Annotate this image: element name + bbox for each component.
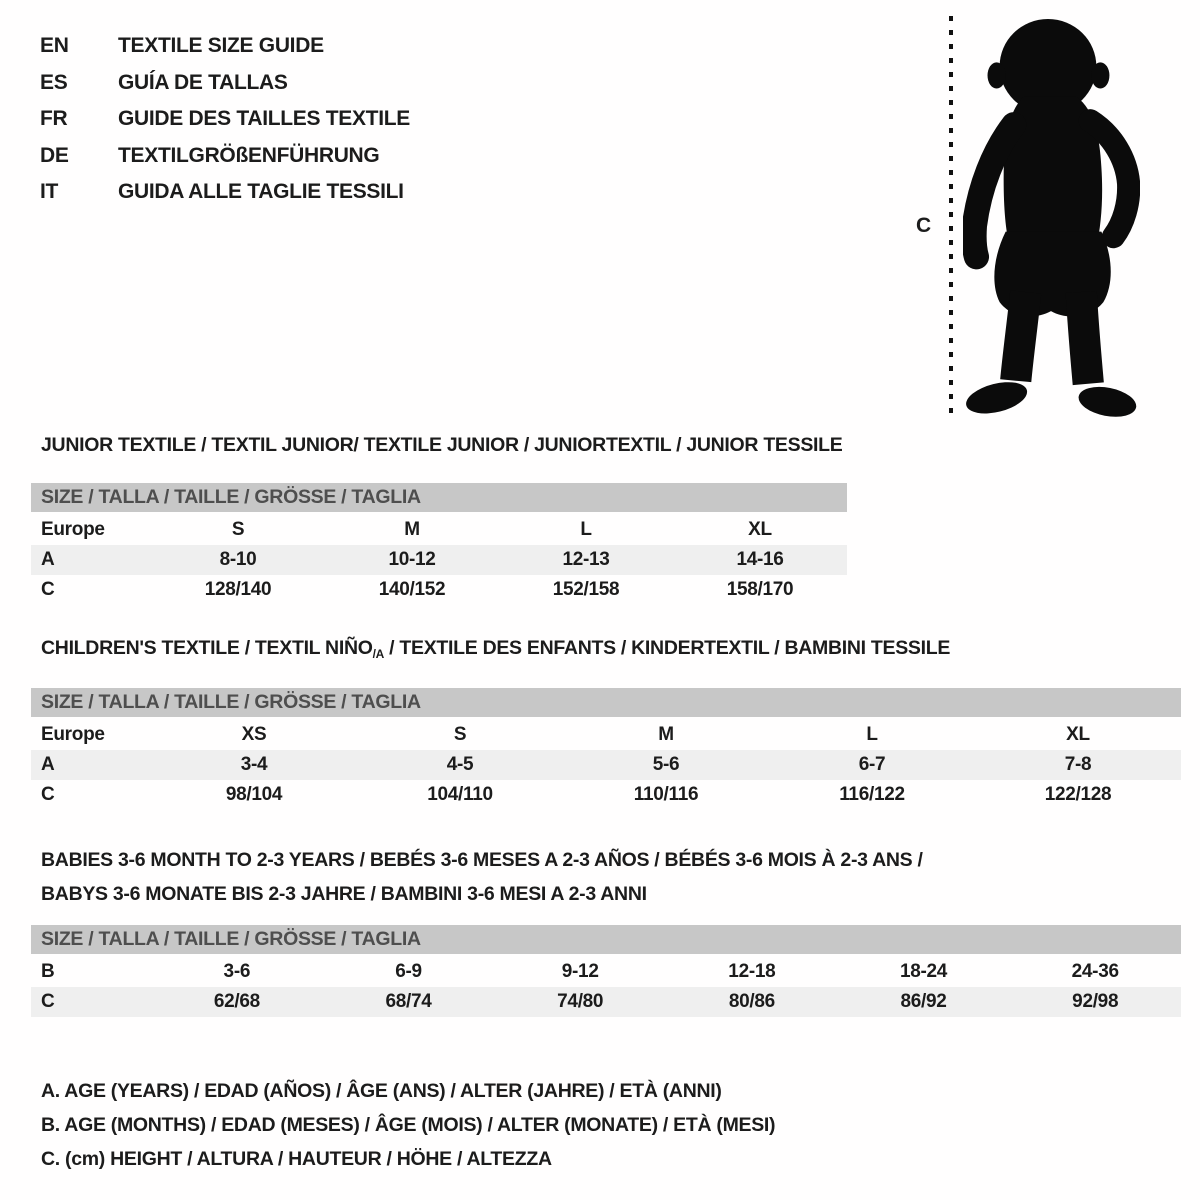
guide-title: GUÍA DE TALLAS xyxy=(118,70,288,94)
size-header-bar xyxy=(31,483,847,512)
height-cell: 140/152 xyxy=(378,579,446,600)
age-cell: 6-7 xyxy=(858,754,886,775)
section-title-rest: / TEXTILE DES ENFANTS / KINDERTEXTIL / BAMBINI TESSILE xyxy=(384,637,951,659)
height-cell: 80/86 xyxy=(728,991,775,1012)
age-cell: 18-24 xyxy=(899,961,948,982)
row-label: C xyxy=(41,579,55,600)
section-title-line1: BABIES 3-6 MONTH TO 2-3 YEARS / BEBÉS 3-6 MESES A 2-3 AÑOS / BÉBÉS 3-6 MOIS À 2-3 ANS / xyxy=(41,849,923,871)
age-cell: 9-12 xyxy=(561,961,599,982)
age-cell: 5-6 xyxy=(652,754,680,775)
size-header-label: SIZE / TALLA / TAILLE / GRÖSSE / TAGLIA xyxy=(41,691,421,713)
age-cell: 3-6 xyxy=(223,961,251,982)
size-cell: L xyxy=(866,724,878,745)
table-row-europe xyxy=(31,515,847,545)
table-row-age-years xyxy=(31,750,1181,780)
language-title-block xyxy=(40,28,410,211)
age-cell: 10-12 xyxy=(388,549,436,570)
children-size-table xyxy=(31,688,1181,810)
toddler-silhouette-icon xyxy=(963,18,1140,421)
legend-line-age-years: A. AGE (YEARS) / EDAD (AÑOS) / ÂGE (ANS) / ALTER (JAHRE) / ETÀ (ANNI) xyxy=(41,1080,722,1102)
age-cell: 3-4 xyxy=(240,754,268,775)
babies-size-table xyxy=(31,925,1181,1017)
size-cell: L xyxy=(580,519,592,540)
row-label: Europe xyxy=(41,519,105,540)
table-row-height-cm xyxy=(31,575,847,605)
language-row xyxy=(40,65,410,102)
height-cell: 92/98 xyxy=(1072,991,1119,1012)
height-cell: 98/104 xyxy=(225,784,283,805)
section-title-main: CHILDREN'S TEXTILE / TEXTIL NIÑO xyxy=(41,637,373,659)
height-cell: 62/68 xyxy=(213,991,260,1012)
language-code: EN xyxy=(40,34,69,58)
size-cell: S xyxy=(231,519,245,540)
height-cell: 104/110 xyxy=(427,784,493,805)
size-header-bar xyxy=(31,925,1181,954)
language-code: FR xyxy=(40,107,68,131)
height-cell: 152/158 xyxy=(552,579,620,600)
age-cell: 14-16 xyxy=(736,549,784,570)
guide-title: GUIDA ALLE TAGLIE TESSILI xyxy=(118,180,404,204)
table-row-height-cm xyxy=(31,780,1181,810)
row-label: A xyxy=(41,754,55,775)
junior-size-table xyxy=(31,483,847,605)
age-cell: 7-8 xyxy=(1064,754,1092,775)
age-cell: 12-18 xyxy=(728,961,776,982)
guide-title: TEXTILGRÖßENFÜHRUNG xyxy=(118,143,380,167)
section-title-babies xyxy=(41,844,923,911)
age-cell: 6-9 xyxy=(395,961,422,982)
table-row-height-cm xyxy=(31,987,1181,1017)
legend-block xyxy=(41,1074,775,1176)
age-cell: 24-36 xyxy=(1071,961,1119,982)
size-header-bar xyxy=(31,688,1181,717)
height-measure-dashed-line xyxy=(948,16,954,416)
size-header-label: SIZE / TALLA / TAILLE / GRÖSSE / TAGLIA xyxy=(41,486,421,508)
language-row xyxy=(40,174,410,211)
language-row xyxy=(40,28,410,65)
height-cell: 158/170 xyxy=(726,579,794,600)
language-code: IT xyxy=(40,180,59,204)
section-title-line2: BABYS 3-6 MONATE BIS 2-3 JAHRE / BAMBINI 3-6 MESI A 2-3 ANNI xyxy=(41,882,647,905)
age-cell: 4-5 xyxy=(446,754,474,775)
size-cell: M xyxy=(658,724,674,745)
legend-line-age-months: B. AGE (MONTHS) / EDAD (MESES) / ÂGE (MOIS) / ALTER (MONATE) / ETÀ (MESI) xyxy=(41,1114,776,1136)
age-cell: 12-13 xyxy=(562,549,610,570)
height-cell: 74/80 xyxy=(557,991,604,1012)
language-row xyxy=(40,138,410,175)
table-row-age-months xyxy=(31,957,1181,987)
size-cell: S xyxy=(453,724,467,745)
height-cell: 110/116 xyxy=(633,784,699,805)
language-code: ES xyxy=(40,70,68,94)
guide-title: GUIDE DES TAILLES TEXTILE xyxy=(118,107,410,131)
height-measure-label: C xyxy=(916,214,932,237)
age-cell: 8-10 xyxy=(219,549,257,570)
guide-title: TEXTILE SIZE GUIDE xyxy=(118,34,324,58)
height-cell: 68/74 xyxy=(385,991,432,1012)
height-cell: 122/128 xyxy=(1044,784,1112,805)
row-label: C xyxy=(41,991,55,1012)
section-title-subscript: /A xyxy=(372,647,385,661)
row-label: Europe xyxy=(41,724,105,745)
height-cell: 86/92 xyxy=(900,991,947,1012)
height-cell: 116/122 xyxy=(839,784,905,805)
legend-line-height: C. (cm) HEIGHT / ALTURA / HAUTEUR / HÖHE / ALTEZZA xyxy=(41,1148,552,1170)
row-label: C xyxy=(41,784,55,805)
section-title-children xyxy=(41,637,950,661)
language-row xyxy=(40,101,410,138)
language-code: DE xyxy=(40,143,69,167)
height-cell: 128/140 xyxy=(204,579,272,600)
size-cell: XL xyxy=(748,519,772,540)
table-row-europe xyxy=(31,720,1181,750)
size-header-label: SIZE / TALLA / TAILLE / GRÖSSE / TAGLIA xyxy=(41,928,421,950)
row-label: B xyxy=(41,961,55,982)
size-cell: XS xyxy=(241,724,267,745)
row-label: A xyxy=(41,549,55,570)
table-row-age-years xyxy=(31,545,847,575)
section-title-junior: JUNIOR TEXTILE / TEXTIL JUNIOR/ TEXTILE JUNIOR / JUNIORTEXTIL / JUNIOR TESSILE xyxy=(41,434,843,456)
size-cell: XL xyxy=(1066,724,1090,745)
size-cell: M xyxy=(404,519,420,540)
